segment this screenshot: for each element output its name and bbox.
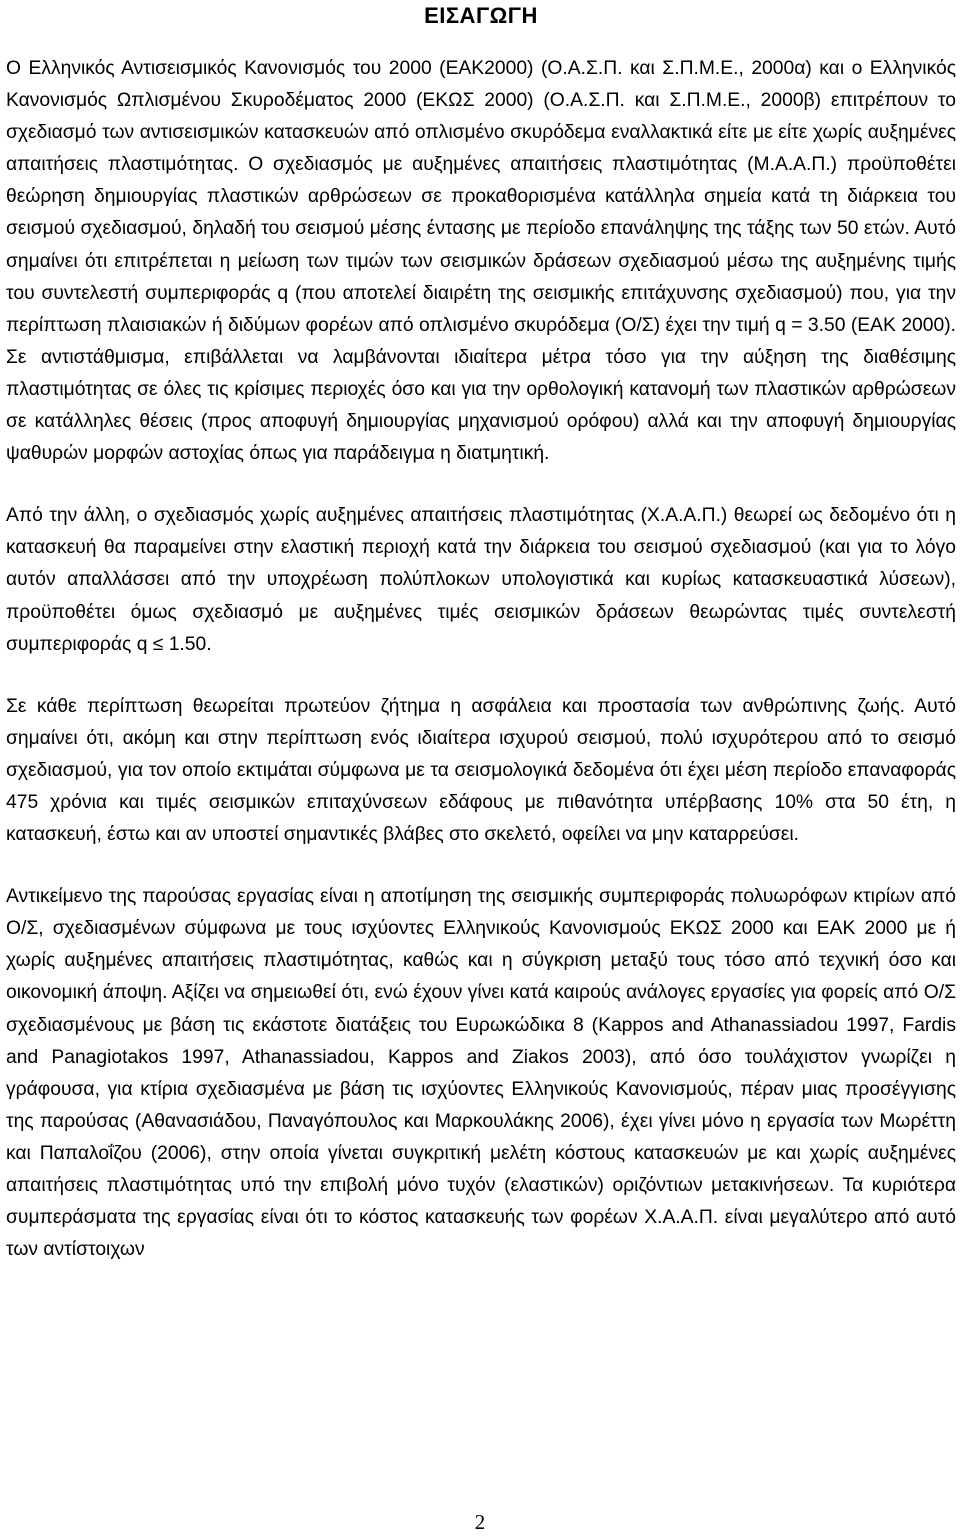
paragraph-4: Αντικείμενο της παρούσας εργασίας είναι η αποτίμηση της σεισμικής συμπεριφοράς πολυωρόφων κτιρίων από Ο/Σ, σχεδιασμένων σύμφωνα με τους ισχύοντες Ελληνικούς Κανονισμούς ΕΚΩΣ 2000 και ΕΑΚ 2000 με ή χωρίς αυξημένες απαιτήσεις πλαστιμότητας, καθώς και η σύγκριση μεταξύ τους τόσο από τεχνική όσο και οικονομική άποψη. Αξίζει να σημειωθεί ότι, ενώ έχουν γίνει κατά καιρούς ανάλογες εργασίες για φορείς από Ο/Σ σχεδιασμένους με βάση τις εκάστοτε διατάξεις του Ευρωκώδικα 8 (Kappos and Athanassiadou 1997, Fardis and Panagiotakos 1997, Athanassiadou, Kappos and Ziakos 2003), από όσο τουλάχιστον γνωρίζει η γράφουσα, για κτίρια σχεδιασμένα με βάση τις ισχύοντες Ελληνικούς Κανονισμούς, πέραν μιας προσέγγισης της παρούσας (Αθανασιάδου, Παναγόπουλος και Μαρκουλάκης 2006), έχει γίνει μόνο η εργασία των Μωρέττη και Παπαλοΐζου (2006), στην οποία γίνεται συγκριτική μελέτη κόστους κατασκευών με και χωρίς αυξημένες απαιτήσεις πλαστιμότητας υπό την επιβολή μόνο τυχόν (ελαστικών) οριζόντιων μετακινήσεων. Τα κυριότερα συμπεράσματα της εργασίας είναι ότι το κόστος κατασκευής των φορέων Χ.Α.Α.Π. είναι μεγαλύτερο από αυτό των αντίστοιχων [6,886,956,1261]
document-page [6,0,956,1266]
page-title: ΕΙΣΑΓΩΓΗ [424,3,538,28]
paragraph-2: Από την άλλη, ο σχεδιασμός χωρίς αυξημένες απαιτήσεις πλαστιμότητας (Χ.Α.Α.Π.) θεωρεί ως δεδομένο ότι η κατασκευή θα παραμείνει στην ελαστική περιοχή κατά την διάρκεια του σεισμού σχεδιασμού (και για το λόγο αυτόν απαλλάσσει από την υποχρέωση πολύπλοκων υπολογιστικά και κυρίως κατασκευαστικά λύσεων), προϋποθέτει όμως σχεδιασμό με αυξημένες τιμές σεισμικών δράσεων θεωρώντας τιμές συντελεστή συμπεριφοράς q ≤ 1.50. [6,505,956,655]
paragraph-1: Ο Ελληνικός Αντισεισμικός Κανονισμός του 2000 (ΕΑΚ2000) (Ο.Α.Σ.Π. και Σ.Π.Μ.Ε., 2000α) και ο Ελληνικός Κανονισμός Ωπλισμένου Σκυροδέματος 2000 (ΕΚΩΣ 2000) (Ο.Α.Σ.Π. και Σ.Π.Μ.Ε., 2000β) επιτρέπουν το σχεδιασμό των αντισεισμικών κατασκευών από οπλισμένο σκυρόδεμα εναλλακτικά είτε με είτε χωρίς αυξημένες απαιτήσεις πλαστιμότητας. Ο σχεδιασμός με αυξημένες απαιτήσεις πλαστιμότητας (Μ.Α.Α.Π.) προϋποθέτει θεώρηση δημιουργίας πλαστικών αρθρώσεων σε προκαθορισμένα κατάλληλα σημεία κατά τη διάρκεια του σεισμού σχεδιασμού, δηλαδή του σεισμού μέσης έντασης με περίοδο επανάληψης της τάξης των 50 ετών. Αυτό σημαίνει ότι επιτρέπεται η μείωση των τιμών των σεισμικών δράσεων σχεδιασμού μέσω της αυξημένης τιμής του συντελεστή συμπεριφοράς q (που αποτελεί διαιρέτη της σεισμικής επιτάχυνσης σχεδιασμού) που, για την περίπτωση πλαισιακών ή διδύμων φορέων από οπλισμένο σκυρόδεμα (Ο/Σ) έχει την τιμή q = 3.50 (ΕΑΚ 2000). Σε αντιστάθμισμα, επιβάλλεται να λαμβάνονται ιδιαίτερα μέτρα τόσο για την αύξηση της διαθέσιμης πλαστιμότητας σε όλες τις κρίσιμες περιοχές όσο και για την ορθολογική κατανομή των πλαστικών αρθρώσεων σε κατάλληλες θέσεις (προς αποφυγή δημιουργίας μηχανισμού ορόφου) αλλά και την αποφυγή δημιουργίας ψαθυρών μορφών αστοχίας όπως για παράδειγμα η διατμητική. [6,58,956,465]
page-number: 2 [474,1510,486,1534]
paragraph-3: Σε κάθε περίπτωση θεωρείται πρωτεύον ζήτημα η ασφάλεια και προστασία των ανθρώπινης ζωής. Αυτό σημαίνει ότι, ακόμη και στην περίπτωση ενός ιδιαίτερα ισχυρού σεισμού, πολύ ισχυρότερου από το σεισμό σχεδιασμού, για τον οποίο εκτιμάται σύμφωνα με τα σεισμολογικά δεδομένα ότι έχει μέση περίοδο επαναφοράς 475 χρόνια και τιμές σεισμικών επιταχύνσεων εδάφους με πιθανότητα υπέρβασης 10% στα 50 έτη, η κατασκευή, έστω και αν υποστεί σημαντικές βλάβες στο σκελετό, οφείλει να μην καταρρεύσει. [6,695,956,846]
